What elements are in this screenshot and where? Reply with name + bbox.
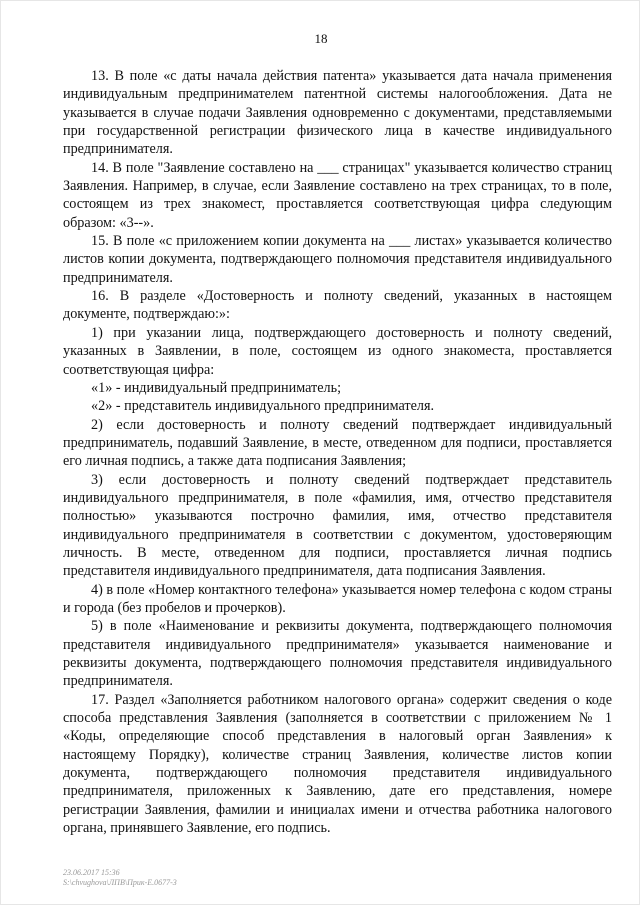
paragraph-16-item-2: 2) если достоверность и полноту сведений подтверждает индивидуальный предприниматель, подавший Заявление, в месте, отведенном для подписи, проставляется его личная подпись, а также дата подписания Заявления; [63,416,612,470]
paragraph-16-item-1: 1) при указании лица, подтверждающего достоверность и полноту сведений, указанных в Заявлении, в поле, состоящем из одного знакоместа, проставляется соответствующая цифра: [63,324,612,378]
paragraph-16-code-2: «2» - представитель индивидуального предпринимателя. [91,398,435,415]
paragraph-16-item-5: 5) в поле «Наименование и реквизиты документа, подтверждающего полномочия представителя индивидуального предпринимателя» указывается наименование и реквизиты документа, подтверждающего полномочия представителя индивидуального предпринимателя. [63,618,612,690]
paragraph-16-code-1: «1» - индивидуальный предприниматель; [91,379,342,396]
paragraph-14: 14. В поле "Заявление составлено на ___ страницах" указывается количество страниц Заявления. Например, в случае, если Заявление составлено на трех страницах, то в поле, состоящем из трех знакомест, проставляется соответствующая цифра следующим образом: «3--». [63,159,612,231]
footer-timestamp: 23.06.2017 15:36 [63,868,120,877]
document-body [63,67,612,837]
paragraph-16-item-3: 3) если достоверность и полноту сведений подтверждает представитель индивидуального предпринимателя, в поле «фамилия, имя, отчество представителя полностью» указываются построчно фамилия, имя, отчество представителя индивидуального предпринимателя в соответствии с документом, удостоверяющим личность. В месте, отведенном для подписи, проставляется личная подпись представителя индивидуального предпринимателя, дата подписания Заявления. [63,471,612,580]
paragraph-15: 15. В поле «с приложением копии документа на ___ листах» указывается количество листов копии документа, подтверждающего полномочия представителя индивидуального предпринимателя. [63,233,612,286]
paragraph-16: 16. В разделе «Достоверность и полноту сведений, указанных в настоящем документе, подтверждаю:»: [63,288,612,323]
paragraph-17: 17. Раздел «Заполняется работником налогового органа» содержит сведения о коде способа представления Заявления (заполняется в соответствии с приложением № 1 «Коды, определяющие способ представления в налоговый орган Заявления» к настоящему Порядку), количестве страниц Заявления, количестве листов копии документа, подтверждающего полномочия представителя индивидуального предпринимателя, приложенных к Заявлению, дате его представления, номере регистрации Заявления, фамилии и инициалах имени и отчества работника налогового органа, принявшего Заявление, его подпись. [63,691,612,837]
page-number: 18 [314,31,328,46]
paragraph-13: 13. В поле «с даты начала действия патента» указывается дата начала применения индивидуальным предпринимателем патентной системы налогообложения. Дата не указывается в случае подачи Заявления одновременно с документами, представляемыми при государственной регистрации физического лица в качестве индивидуального предпринимателя. [63,68,612,158]
document-footer [63,868,177,888]
paragraph-16-item-4: 4) в поле «Номер контактного телефона» указывается номер телефона с кодом страны и города (без пробелов и прочерков). [63,581,612,616]
footer-file-path: S:\chvughova\ЛПВ\Прик-Е.0677-3 [63,878,177,887]
